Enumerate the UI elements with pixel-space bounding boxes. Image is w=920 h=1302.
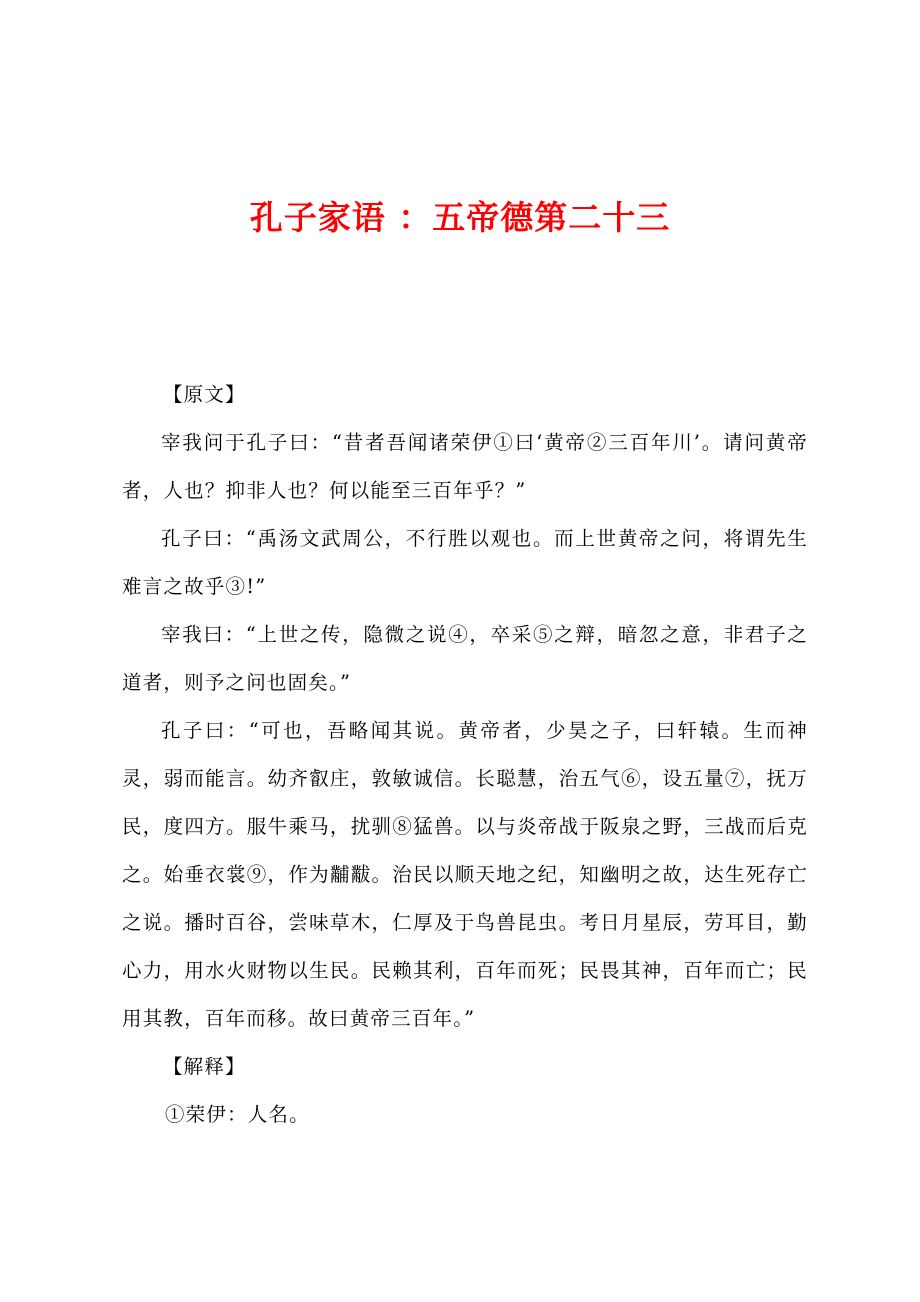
paragraph: 宰我曰：“上世之传，隐微之说④，卒采⑤之辩，暗忽之意，非君子之道者，则予之问也固矣。” <box>122 623 808 694</box>
document-body <box>122 371 808 1139</box>
section-heading-notes: 【解释】 <box>162 1055 246 1078</box>
paragraph: 孔子曰：“禹汤文武周公，不行胜以观也。而上世黄帝之问，将谓先生难言之故乎③!” <box>122 527 808 598</box>
paragraph: 孔子曰：“可也，吾略闻其说。黄帝者，少昊之子，曰轩辕。生而神灵，弱而能言。幼齐叡庄，敦敏诚信。长聪慧，治五气⑥，设五量⑦，抚万民，度四方。服牛乘马，扰驯⑧猛兽。以与炎帝战于阪泉之野，三战而后克之。始垂衣裳⑨，作为黼黻。治民以顺天地之纪，知幽明之故，达生死存亡之说。播时百谷，尝味草木，仁厚及于鸟兽昆虫。考日月星辰，劳耳目，勤心力，用水火财物以生民。民赖其利，百年而死；民畏其神，百年而亡；民用其教，百年而移。故曰黄帝三百年。” <box>122 719 808 1030</box>
paragraph: 宰我问于孔子曰：“昔者吾闻诸荣伊①曰‘黄帝②三百年川’。请问黄帝者，人也？抑非人也？何以能至三百年乎？” <box>122 431 808 502</box>
note-item: ①荣伊：人名。 <box>164 1103 310 1126</box>
document-title: 孔子家语 ：五帝德第二十三 <box>249 198 671 237</box>
section-heading-original: 【原文】 <box>162 383 246 406</box>
